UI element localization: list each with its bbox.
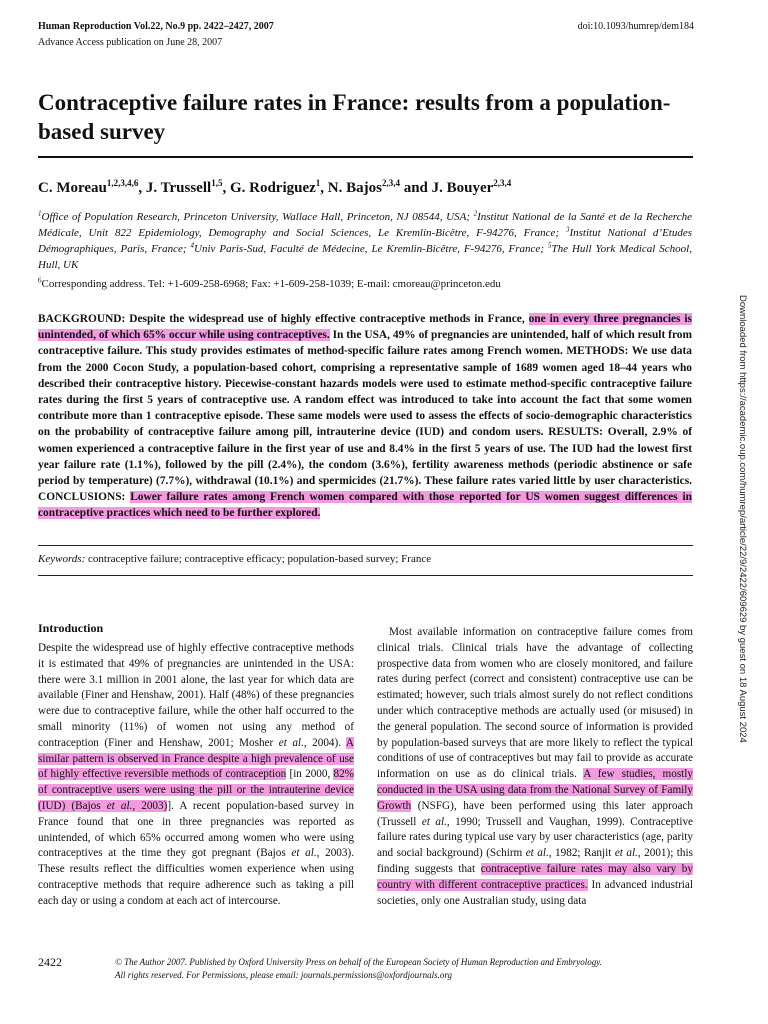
copyright-line-2: All rights reserved. For Permissions, please email: journals.permissions@oxfordjournals.org bbox=[115, 970, 453, 980]
intro-left-segment-text: et al. bbox=[291, 847, 317, 860]
intro-left-segment-text: et al. bbox=[278, 736, 304, 749]
author-separator: , bbox=[320, 180, 328, 196]
intro-right-segment-highlight: A few studies, mostly conducted in the USA using data from the National Survey of Family Growth bbox=[377, 768, 693, 812]
intro-right-segment-text: Most available information on contraceptive failure comes from clinical trials. Clinical trials have the advantage of collecting prospective data from women who are closely monitored, and failure rates during perfect (correct and consistent) contraceptive use can be estimated; however, such trials almost surely do not reflect conditions under which contraceptive methods are actually used (or misused) in the general population. The second source of information is provided by population-based surveys that are more likely to reflect the typical conditions of use of contraceptives but may fail to provide as accurate information on use as do clinical trials. bbox=[377, 626, 693, 781]
author-separator: , bbox=[222, 180, 230, 196]
intro-right-segment-text: In advanced industrial societies, only one Australian study, using data bbox=[377, 878, 693, 907]
title-rule bbox=[38, 156, 693, 158]
intro-left-segment-highlight: , 2003) bbox=[132, 799, 168, 812]
abstract-segment-text: In the USA, 49% of pregnancies are unintended, half of which result from contraceptive failure. This study provides estimates of method-specific failure rates among French women. METHODS: We use data from the 2000 Cocon Study, a population-based cohort, comprising a representative sample of 1689 women aged 18–44 years who described their contraceptive history. Piecewise-constant hazards models were used to estimate method-specific contraceptive failure rates during the first 5 years of contraceptive use. A random effect was introduced to take into account the fact that some women contribute more than 1 contraceptive episode. These same models were used to assess the effects of socio-demographic characteristics on the probability of contraceptive failure among pill, intrauterine device (IUD) and condom users. RESULTS: Overall, 2.9% of women experienced a contraceptive failure in the first year of use and 8.4% in the first 5 years of use. The IUD had the lowest first year failure rate (1.1%), followed by the pill (2.4%), the condom (3.6%), fertility awareness methods (periodic abstinence or safe period by temperature) (7.7%), withdrawal (10.1%) and spermicides (21.7%). These failure rates varied little by user characteristics. CONCLUSIONS: bbox=[38, 329, 692, 504]
affiliation-marker: 4 bbox=[190, 241, 194, 250]
intro-right-segment-highlight: contraceptive failure rates may also vary by country with different contraceptive practices. bbox=[377, 862, 693, 891]
intro-left-segment-highlight: et al. bbox=[106, 799, 133, 812]
affiliation-text: Office of Population Research, Princeton University, Wallace Hall, Princeton, NJ 08544, USA; bbox=[41, 211, 474, 223]
abstract-segment-highlight: one in every three pregnancies is unintended, of which 65% occur while using contraceptives. bbox=[38, 313, 692, 342]
affiliation-text: Univ Paris-Sud, Faculté de Médecine, Le Kremlin-Bicêtre, F-94276, France; bbox=[194, 243, 548, 255]
correspondence-marker: 6 bbox=[38, 276, 42, 285]
intro-right-segment-text: et al. bbox=[421, 815, 447, 828]
author-separator: and bbox=[399, 180, 432, 196]
intro-left-segment-text: , 2003). These results reflect the difficulties women experience when using contraceptive methods that require adherence such as taking a pill each day or using a condom at each act of intercourse. bbox=[38, 847, 354, 907]
intro-left-segment-text: , 2004). bbox=[303, 736, 346, 749]
intro-left-segment-text: ]. A recent population-based survey in France found that one in three pregnancies was reported as unintended, of which 65% occurred among women who were using contraceptives at the time they got pregnant (Bajos bbox=[38, 799, 354, 860]
intro-right-segment-text: , 2001); this finding suggests that bbox=[377, 847, 693, 875]
abstract-rule bbox=[38, 545, 693, 546]
abstract-segment-text: BACKGROUND: Despite the widespread use of highly effective contraceptive methods in France, bbox=[38, 313, 529, 325]
author-name: G. Rodriguez bbox=[229, 180, 316, 196]
correspondence-text: Corresponding address. Tel: +1-609-258-6968; Fax: +1-609-258-1039; E-mail: cmoreau@princeton.edu bbox=[41, 278, 501, 290]
keywords-label: Keywords: bbox=[38, 553, 86, 565]
copyright-notice bbox=[115, 956, 675, 982]
intro-column-right bbox=[377, 625, 693, 909]
affiliation-marker: 1 bbox=[38, 209, 42, 218]
intro-right-segment-text: et al. bbox=[614, 847, 638, 860]
affiliation-marker: 5 bbox=[547, 241, 552, 250]
author-name: J. Bouyer bbox=[431, 180, 494, 196]
section-heading-introduction: Introduction bbox=[38, 621, 104, 635]
download-sidebar bbox=[734, 295, 750, 985]
author-affiliation-marker: 1 bbox=[315, 178, 321, 188]
intro-left-segment-highlight: A similar pattern is observed in France despite a high prevalence of use of highly effective reversible methods of contraception bbox=[38, 736, 354, 781]
intro-left-segment-text: Despite the widespread use of highly effective contraceptive methods it is estimated that 49% of pregnancies are unintended in the USA: there were 3.1 million in 2001 alone, the last year for which data are available (Finer and Henshaw, 2001). Half (48%) of these pregnancies were due to contraceptive failure, while the other half occurred to the small minority (11%) of women not using any method of contraception (Finer and Henshaw, 2001; Mosher bbox=[38, 642, 354, 749]
intro-right-segment-text: , 1982; Ranjit bbox=[548, 847, 615, 860]
author-affiliation-marker: 1,2,3,4,6 bbox=[106, 178, 139, 188]
author-separator: , bbox=[138, 180, 146, 196]
copyright-line-1: © The Author 2007. Published by Oxford University Press on behalf of the European Society of Human Reproduction and Embryology. bbox=[115, 957, 603, 967]
affiliations bbox=[38, 209, 692, 273]
advance-access-line: Advance Access publication on June 28, 2007 bbox=[38, 37, 223, 48]
correspondence-line bbox=[38, 278, 501, 290]
affiliation-text: Institut National d’Etudes Démographiques, Paris, France; bbox=[38, 227, 693, 255]
intro-right-segment-text: et al. bbox=[525, 847, 549, 860]
author-name: J. Trussell bbox=[145, 180, 212, 196]
affiliation-text: Institut National de la Santé et de la Recherche Médicale, Unit 822 Epidemiology, Demography and Social Sciences, Le Kremlin-Bicêtre, F-94276, France; bbox=[38, 211, 692, 239]
author-affiliation-marker: 2,3,4 bbox=[493, 178, 512, 188]
author-name: C. Moreau bbox=[38, 180, 107, 196]
keywords-text: contraceptive failure; contraceptive efficacy; population-based survey; France bbox=[85, 553, 432, 565]
download-notice[interactable]: Downloaded from https://academic.oup.com/humrep/article/22/9/2422/609629 by guest on 18 August 2024 bbox=[737, 295, 748, 743]
author-affiliation-marker: 1,5 bbox=[211, 178, 223, 188]
abstract bbox=[38, 311, 692, 522]
intro-column-left bbox=[38, 641, 354, 910]
article-title: Contraceptive failure rates in France: results from a population-based survey bbox=[38, 90, 671, 144]
intro-left-segment-text: [in 2000, bbox=[286, 768, 334, 781]
author-affiliation-marker: 2,3,4 bbox=[381, 178, 400, 188]
keywords-line bbox=[38, 553, 431, 565]
affiliation-text: The Hull York Medical School, Hull, UK bbox=[38, 243, 692, 271]
doi-link[interactable]: doi:10.1093/humrep/dem184 bbox=[577, 21, 694, 32]
affiliation-marker: 3 bbox=[565, 225, 570, 234]
intro-right-segment-text: (NSFG), have been performed using this later approach (Trussell bbox=[377, 799, 693, 828]
keywords-rule bbox=[38, 575, 693, 576]
intro-right-segment-text: , 1990; Trussell and Vaughan, 1999). Contraceptive failure rates during typical use vary by user characteristics (age, parity and social background) (Schirm bbox=[377, 815, 694, 860]
page-number: 2422 bbox=[38, 955, 62, 969]
intro-left-segment-highlight: 82% of contraceptive users were using the pill or the intrauterine device (IUD) (Bajos bbox=[38, 768, 354, 812]
affiliation-marker: 2 bbox=[473, 209, 478, 218]
journal-citation: Human Reproduction Vol.22, No.9 pp. 2422–2427, 2007 bbox=[38, 21, 274, 32]
author-name: N. Bajos bbox=[327, 180, 382, 196]
abstract-segment-highlight: Lower failure rates among French women compared with those reported for US women suggest differences in contraceptive practices which need to be further explored. bbox=[38, 491, 692, 520]
author-list bbox=[38, 180, 511, 197]
